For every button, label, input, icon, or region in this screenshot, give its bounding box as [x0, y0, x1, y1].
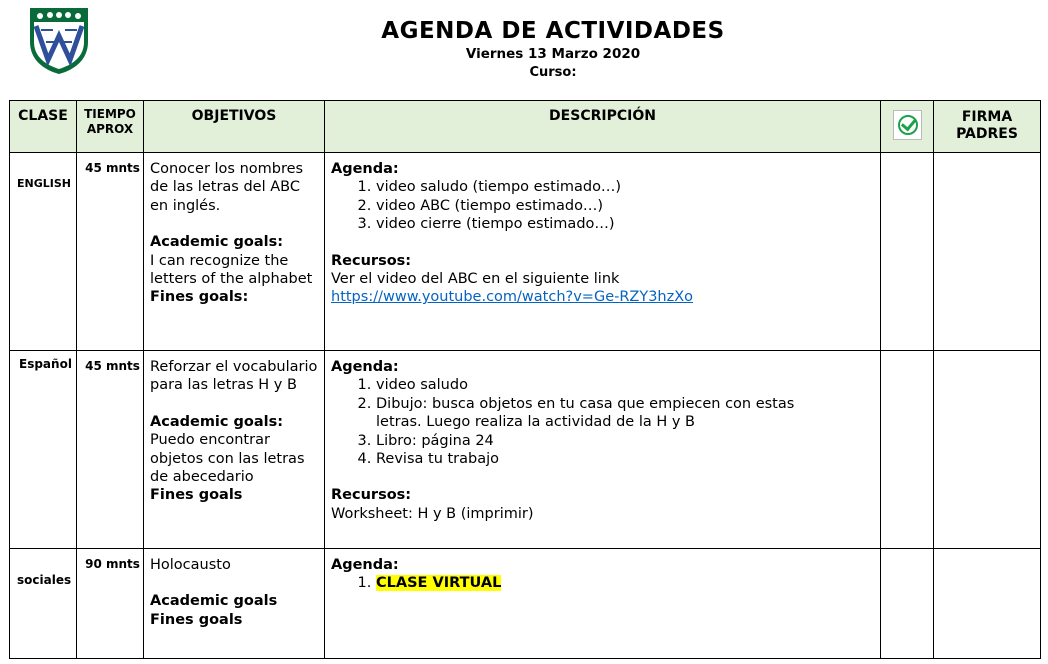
page-date: Viernes 13 Marzo 2020: [465, 46, 641, 62]
page-title: AGENDA DE ACTIVIDADES: [381, 18, 725, 44]
column-header-firma: FIRMA PADRES: [934, 101, 1041, 153]
highlighted-text: CLASE VIRTUAL: [376, 575, 502, 592]
row-objetivos: Holocausto Academic goals Fines goals: [150, 557, 278, 628]
check-cell[interactable]: [881, 351, 934, 549]
youtube-link[interactable]: https://www.youtube.com/watch?v=Ge-RZY3hzXo: [331, 289, 694, 306]
row-descripcion: Agenda: 1. CLASE VIRTUAL: [325, 549, 880, 593]
column-header-descripcion: DESCRIPCIÓN: [325, 101, 881, 153]
list-item: [376, 574, 874, 592]
row-tiempo: 45 mnts: [85, 359, 140, 373]
row-objetivos: Reforzar el vocabulario para las letras H y B Academic goals: Puedo encontrar objetos con las letras de abecedario Fines goals: [150, 359, 318, 504]
firma-cell[interactable]: [934, 549, 1041, 659]
row-objetivos: Conocer los nombres de las letras del ABC en inglés. Academic goals: I can recognize the letters of the alphabet Fines goals:: [150, 161, 313, 306]
row-clase: sociales: [17, 573, 72, 587]
agenda-table: [9, 100, 1041, 659]
list-item: 3. video cierre (tiempo estimado…): [376, 215, 874, 233]
firma-cell[interactable]: [934, 351, 1041, 549]
row-clase: ENGLISH: [17, 177, 71, 190]
list-item: 1. video saludo (tiempo estimado…): [376, 178, 874, 196]
row-clase: Español: [19, 357, 72, 371]
list-item: 2. Dibujo: busca objetos en tu casa que empiecen con estas letras. Luego realiza la actividad de la H y B: [376, 395, 874, 432]
list-item: 3. Libro: página 24: [376, 432, 874, 450]
column-header-objetivos: OBJETIVOS: [144, 101, 325, 153]
table-row: [10, 351, 1041, 549]
row-tiempo: 45 mnts: [85, 161, 140, 175]
table-row: [10, 153, 1041, 351]
list-item: 4. Revisa tu trabajo: [376, 450, 874, 468]
firma-cell[interactable]: [934, 153, 1041, 351]
check-cell[interactable]: [881, 153, 934, 351]
table-row: [10, 549, 1041, 659]
column-header-tiempo: TIEMPO APROX: [77, 101, 144, 153]
column-header-clase: CLASE: [10, 101, 77, 153]
row-tiempo: 90 mnts: [85, 557, 140, 571]
check-cell[interactable]: [881, 549, 934, 659]
list-item: 2. video ABC (tiempo estimado…): [376, 197, 874, 215]
column-header-check: [881, 101, 934, 153]
green-check-circle-icon: [893, 110, 922, 140]
list-item: 1. video saludo: [376, 376, 874, 394]
curso-label: Curso:: [529, 65, 577, 80]
table-header-row: [10, 101, 1041, 153]
row-descripcion: Agenda: 1. video saludo (tiempo estimado…) 2. video ABC (tiempo estimado…) 3. video cierre (tiempo estimado…) Recursos: Ver el video del ABC en el siguiente link https://www.youtube.com/watch?v=Ge-RZY3hzXo: [325, 153, 880, 307]
row-descripcion: Agenda: 1. video saludo 2. Dibujo: busca objetos en tu casa que empiecen con estas letras. Luego realiza la actividad de la H y B 3. Libro: página 24 4. Revisa tu trabajo Recursos: Worksheet: H y B (imprimir): [325, 351, 880, 523]
